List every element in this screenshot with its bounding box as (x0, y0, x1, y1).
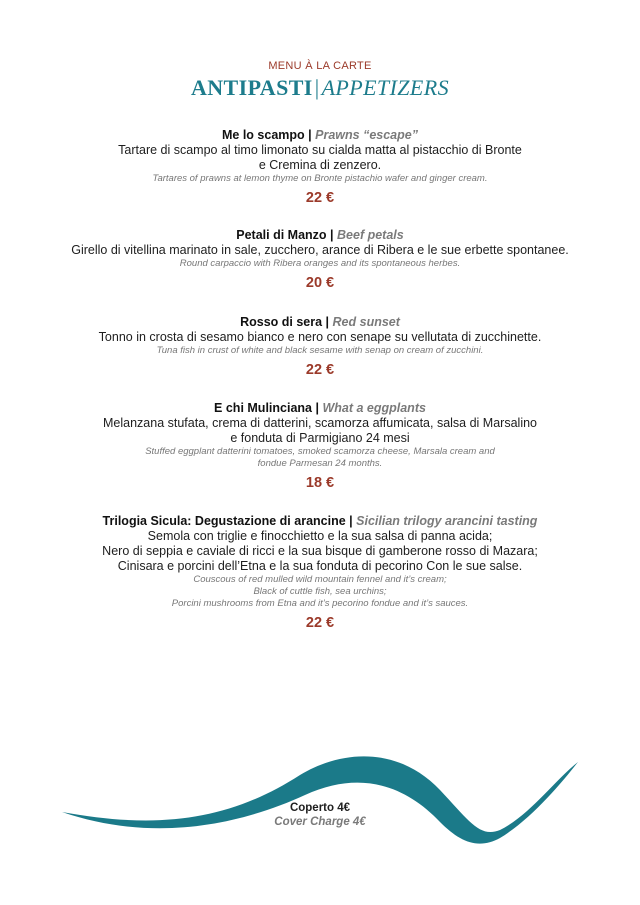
title-separator: | (314, 75, 320, 100)
dish-name-italian: E chi Mulinciana (214, 401, 312, 415)
dish-description-english: Black of cuttle fish, sea urchins; (253, 586, 387, 597)
dish-description-english: Tartares of prawns at lemon thyme on Bronte pistachio wafer and ginger cream. (152, 173, 488, 184)
title-italian: ANTIPASTI (190, 75, 313, 100)
dish-name: E chi Mulinciana | What a eggplants (214, 401, 426, 415)
cover-charge (0, 801, 640, 829)
dish-name-italian: Rosso di sera (240, 315, 323, 329)
dish-description-italian: Tartare di scampo al timo limonato su cialda matta al pistacchio di Bronte (118, 143, 522, 157)
dish-name: Petali di Manzo | Beef petals (236, 228, 404, 242)
dish-price: 22 € (305, 190, 335, 206)
page-title (0, 75, 640, 101)
dish-name: Trilogia Sicula: Degustazione di arancine | Sicilian trilogy arancini tasting (102, 514, 538, 528)
cover-charge-english: Cover Charge 4€ (274, 816, 366, 828)
dish-name-italian: Trilogia Sicula: Degustazione di arancine (102, 514, 346, 528)
title-english: APPETIZERS (321, 75, 450, 100)
dish-item (0, 400, 640, 491)
dish-name-english: Red sunset (332, 315, 400, 329)
dish-name: Me lo scampo | Prawns “escape” (222, 128, 418, 142)
dish-description-italian: Girello di vitellina marinato in sale, zucchero, arance di Ribera e le sue erbette spontanee. (71, 243, 569, 257)
dish-description-italian: e fonduta di Parmigiano 24 mesi (230, 431, 410, 445)
dish-description-english: Tuna fish in crust of white and black sesame with senap on cream of zucchini. (156, 345, 484, 356)
decorative-wave (0, 730, 640, 860)
dish-description-english: Couscous of red mulled wild mountain fennel and it’s cream; (193, 574, 447, 585)
dish-item (0, 513, 640, 631)
dish-description-italian: Nero di seppia e caviale di ricci e la sua bisque di gamberone rosso di Mazara; (102, 544, 538, 558)
dish-name-english: Prawns “escape” (315, 128, 418, 142)
dish-name-english: Beef petals (337, 228, 404, 242)
dish-item (0, 314, 640, 378)
dish-description-english: Round carpaccio with Ribera oranges and its spontaneous herbes. (179, 258, 461, 269)
dish-description-italian: e Cremina di zenzero. (258, 158, 382, 172)
dish-description-italian: Tonno in crosta di sesamo bianco e nero con senape su vellutata di zucchinette. (98, 330, 542, 344)
dish-description-italian: Cinisara e porcini dell’Etna e la sua fonduta di pecorino Con le sue salse. (117, 559, 523, 573)
dish-description-english: fondue Parmesan 24 months. (257, 458, 383, 469)
dish-price: 22 € (305, 362, 335, 378)
dish-description-italian: Melanzana stufata, crema di datterini, scamorza affumicata, salsa di Marsalino (103, 416, 537, 430)
dish-description-english: Stuffed eggplant datterini tomatoes, smoked scamorza cheese, Marsala cream and (145, 446, 495, 457)
dish-item (0, 127, 640, 206)
cover-charge-italian: Coperto 4€ (289, 802, 351, 814)
dish-price: 20 € (305, 275, 335, 291)
dish-description-italian: Semola con triglie e finocchietto e la sua salsa di panna acida; (147, 529, 493, 543)
dish-name-italian: Me lo scampo (222, 128, 305, 142)
dish-name-english: What a eggplants (322, 401, 426, 415)
dish-name-english: Sicilian trilogy arancini tasting (356, 514, 538, 528)
menu-kicker: MENU À LA CARTE (268, 60, 372, 72)
dish-name: Rosso di sera | Red sunset (240, 315, 400, 329)
dish-name-italian: Petali di Manzo (236, 228, 327, 242)
dish-price: 22 € (305, 615, 335, 631)
dish-item (0, 227, 640, 291)
dish-price: 18 € (305, 475, 335, 491)
dish-description-english: Porcini mushrooms from Etna and it’s pecorino fondue and it’s sauces. (171, 598, 469, 609)
